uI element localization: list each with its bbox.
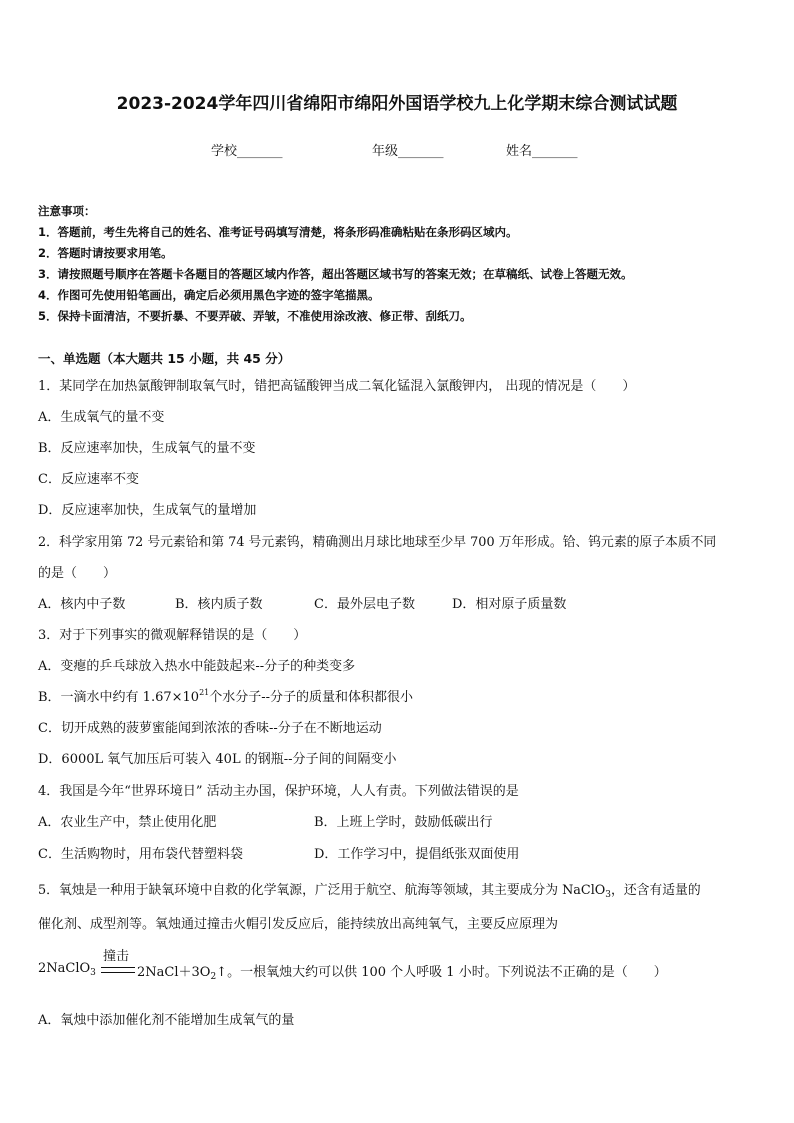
grade-field (372, 140, 444, 159)
gas-arrow-icon: ↑ (216, 965, 228, 980)
question-3-stem: 3．对于下列事实的微观解释错误的是（ ） (38, 628, 307, 643)
question-3-option-c: C．切开成熟的菠萝蜜能闻到浓浓的香味--分子在不断地运动 (38, 721, 382, 736)
stem-text: 5．氧烛是一种用于缺氧环境中自救的化学氧源，广泛用于航空、航海等领域，其主要成分为 NaClO (38, 883, 606, 898)
reactant: 2NaClO (38, 961, 91, 976)
question-2-stem-line-2: 的是（ ） (38, 566, 117, 581)
school-blank: _______ (237, 144, 283, 159)
stem-text: 。一根氧烛大约可以供 100 个人呼吸 1 小时。下列说法不正确的是（ ） (227, 965, 667, 980)
notice-item: 3．请按照题号顺序在答题卡各题目的答题区域内作答，超出答题区域书写的答案无效；在草稿纸、试卷上答题无效。 (38, 267, 633, 281)
question-1-option-b: B．反应速率加快，生成氧气的量不变 (38, 441, 256, 456)
question-2-option-d: D．相对原子质量数 (452, 597, 567, 612)
name-blank: _______ (532, 144, 578, 159)
question-4-stem: 4．我国是今年“世界环境日” 活动主办国，保护环境，人人有责。下列做法错误的是 (38, 784, 519, 799)
section-heading: 一、单选题（本大题共 15 小题，共 45 分） (38, 351, 291, 366)
question-5-stem-line-2: 催化剂、成型剂等。氧烛通过撞击火帽引发反应后，能持续放出高纯氧气，主要反应原理为 (38, 917, 559, 932)
grade-label: 年级 (372, 144, 399, 159)
question-4-option-a: A．农业生产中，禁止使用化肥 (38, 815, 217, 830)
question-4-option-d: D．工作学习中，提倡纸张双面使用 (314, 847, 520, 862)
question-2-option-b: B．核内质子数 (175, 597, 263, 612)
grade-blank: _______ (398, 144, 444, 159)
subscript: 2 (210, 972, 217, 982)
notice-item: 4．作图可先使用铅笔画出，确定后必须用黑色字迹的签字笔描黑。 (38, 288, 380, 302)
question-1-stem: 1．某同学在加热氯酸钾制取氧气时，错把高锰酸钾当成二氧化锰混入氯酸钾内， 出现的情况是（ ） (38, 379, 636, 394)
question-5-stem-line-1 (38, 879, 701, 900)
exponent: 21 (199, 688, 210, 697)
name-field (506, 140, 578, 159)
question-4-option-b: B．上班上学时，鼓励低碳出行 (314, 815, 493, 830)
question-5-option-a: A．氧烛中添加催化剂不能增加生成氧气的量 (38, 1013, 295, 1028)
question-2-option-c: C．最外层电子数 (314, 597, 415, 612)
question-2-stem-line-1: 2．科学家用第 72 号元素铪和第 74 号元素钨，精确测出月球比地球至少早 700 万年形成。铪、钨元素的原子本质不同 (38, 535, 717, 550)
reaction-right-side (137, 961, 667, 982)
product: 2NaCl＋3O (137, 965, 211, 980)
notice-item: 5．保持卡面清洁，不要折暴、不要弄破、弄皱，不准使用涂改液、修正带、刮纸刀。 (38, 309, 472, 323)
question-1-option-d: D．反应速率加快，生成氧气的量增加 (38, 503, 257, 518)
subscript: 3 (605, 890, 612, 900)
notice-item: 1．答题前，考生先将自己的姓名、准考证号码填写清楚，将条形码准确粘贴在条形码区域内。 (38, 225, 518, 239)
reaction-condition: 撞击 (103, 949, 130, 964)
notice-item: 2．答题时请按要求用笔。 (38, 246, 173, 260)
question-4-option-c: C．生活购物时，用布袋代替塑料袋 (38, 847, 243, 862)
subscript: 3 (90, 968, 96, 978)
school-field (211, 140, 283, 159)
stem-text: ，还含有适量的 (611, 883, 701, 898)
reaction-left-side (38, 961, 96, 978)
question-2-option-a: A．核内中子数 (38, 597, 126, 612)
question-3-option-a: A．变瘪的乒乓球放入热水中能鼓起来--分子的种类变多 (38, 659, 356, 674)
reaction-equals-sign (101, 967, 135, 973)
page-title: 2023-2024学年四川省绵阳市绵阳外国语学校九上化学期末综合测试试题 (116, 94, 678, 114)
question-1-option-c: C．反应速率不变 (38, 472, 139, 487)
school-label: 学校 (211, 144, 238, 159)
question-1-option-a: A．生成氧气的量不变 (38, 410, 165, 425)
option-text: B．一滴水中约有 1.67×10 (38, 690, 200, 705)
name-label: 姓名 (506, 144, 533, 159)
question-3-option-d: D．6000L 氧气加压后可装入 40L 的钢瓶--分子间的间隔变小 (38, 752, 397, 767)
notice-heading: 注意事项： (38, 204, 96, 218)
question-3-option-b (38, 686, 413, 705)
option-text: 个水分子--分子的质量和体积都很小 (209, 690, 414, 705)
